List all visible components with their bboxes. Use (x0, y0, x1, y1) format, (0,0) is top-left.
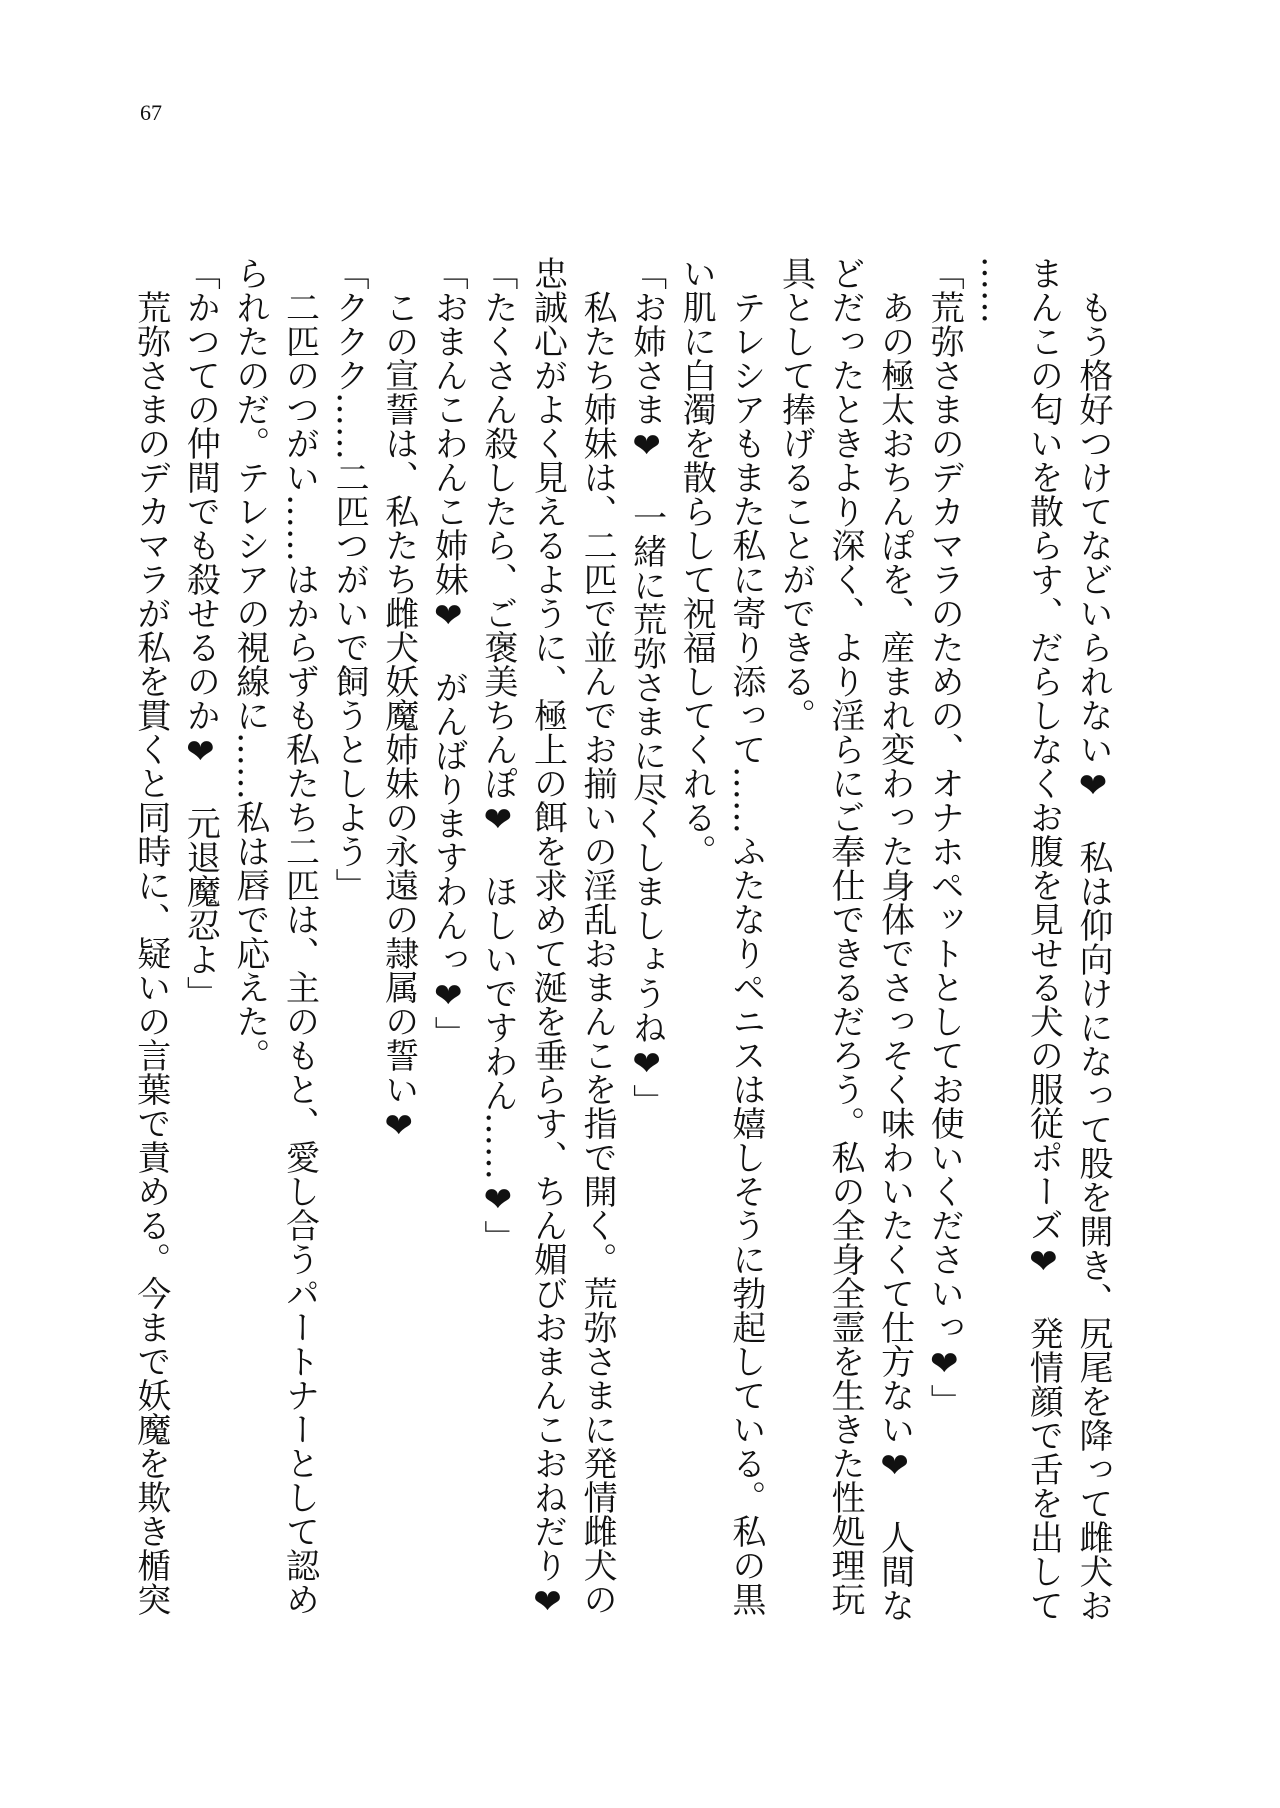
text-column: られたのだ。テレシアの視線に……私は唇で応えた。 (229, 256, 270, 1072)
text-column: 忠誠心がよく見えるように、極上の餌を求めて涎を垂らす、ちん媚びおまんこおねだり❤ (527, 256, 568, 1622)
text-column: 荒弥さまのデカマラが私を貫くと同時に、疑いの言葉で責める。今まで妖魔を欺き楯突 (130, 256, 171, 1616)
text-column: 「かつての仲間でも殺せるのか❤ 元退魔忍よ」 (180, 256, 221, 1010)
text-column: 「たくさん殺したら、ご褒美ちんぽ❤ ほしいですわん……❤」 (477, 256, 518, 1254)
text-column: まんこの匂いを散らす、だらしなくお腹を見せる犬の服従ポーズ❤ 発情顔で舌を出して (1023, 256, 1064, 1622)
text-column: もう格好つけてなどいられない❤ 私は仰向けになって股を開き、尻尾を降って雌犬お (1073, 256, 1113, 1622)
text-column: 「お姉さま❤ 一緒に荒弥さまに尽くしましょうね❤」 (626, 256, 667, 1118)
text-column: …… (973, 256, 1014, 324)
text-column: 「おまんこわんこ姉妹❤ がんばりますわんっ❤」 (428, 256, 469, 1050)
body-text (125, 256, 1117, 1626)
text-column: どだったときより深く、より淫らにご奉仕できるだろう。私の全身全霊を生きた性処理玩 (825, 256, 866, 1616)
text-column: あの極太おちんぽを、産まれ変わった身体でさっそく味わいたくて仕方ない❤ 人間な (874, 256, 915, 1622)
text-column: 具として捧げることができる。 (775, 256, 816, 732)
page-number: 67 (140, 100, 162, 125)
text-column: 「ククク……二匹つがいで飼うとしよう」 (329, 256, 370, 902)
text-column: 二匹のつがい……はからずも私たち二匹は、主のもと、愛し合うパートナーとして認め (279, 256, 320, 1616)
text-column: 「荒弥さまのデカマラのための、オナホペットとしてお使いくださいっ❤」 (924, 256, 965, 1418)
text-column: 私たち姉妹は、二匹で並んでお揃いの淫乱おまんこを指で開く。荒弥さまに発情雌犬の (577, 256, 618, 1616)
text-column: この宣誓は、私たち雌犬妖魔姉妹の永遠の隷属の誓い❤ (378, 256, 419, 1146)
text-column: テレシアもまた私に寄り添って……ふたなりペニスは嬉しそうに勃起している。私の黒 (725, 256, 766, 1616)
text-column: い肌に白濁を散らして祝福してくれる。 (676, 256, 717, 868)
